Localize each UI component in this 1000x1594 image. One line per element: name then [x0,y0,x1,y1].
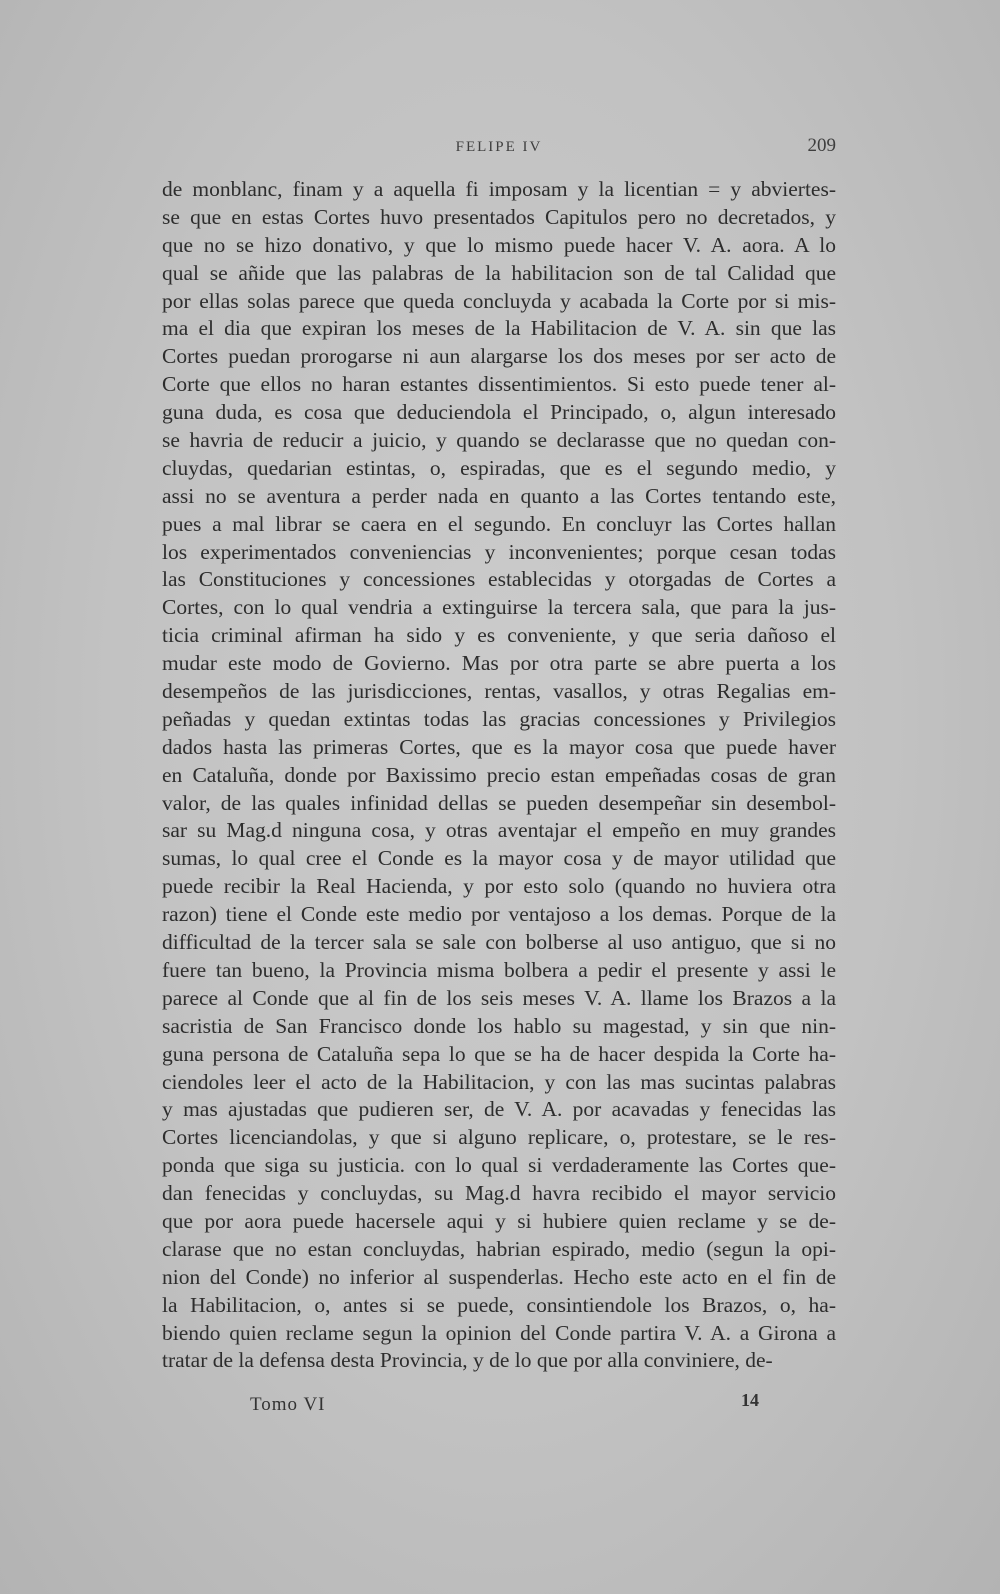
text-line: Corte que ellos no haran estantes dissentimientos. Si esto puede tener al- [162,372,836,397]
running-head: FELIPE IV [455,139,543,155]
text-line: se que en estas Cortes huvo presentados Capitulos pero no decretados, y [162,204,836,229]
text-line: ma el dia que expiran los meses de la Habilitacion de V. A. sin que las [162,316,836,341]
text-line: guna duda, es cosa que deduciendola el Principado, o, algun interesado [162,400,836,425]
text-line: fuere tan bueno, la Provincia misma bolbera a pedir el presente y assi le [162,957,836,982]
text-line: que por aora puede hacersele aqui y si hubiere quien reclame y se de- [162,1208,836,1233]
text-line: difficultad de la tercer sala se sale con bolberse al uso antiguo, que si no [162,930,836,955]
signature-mark: 14 [741,1390,759,1410]
text-line: Cortes licenciandolas, y que si alguno replicare, o, protestare, se le res- [162,1125,836,1150]
page-header [162,133,836,161]
text-line: las Constituciones y concessiones establecidas y otorgadas de Cortes a [162,567,836,592]
text-line: los experimentados conveniencias y inconvenientes; porque cesan todas [162,539,836,564]
text-line: dados hasta las primeras Cortes, que es la mayor cosa que puede haver [162,734,836,759]
text-line: biendo quien reclame segun la opinion del Conde partira V. A. a Girona a [162,1320,836,1345]
text-line: parece al Conde que al fin de los seis meses V. A. llame los Brazos a la [162,985,836,1010]
text-line: valor, de las quales infinidad dellas se pueden desempeñar sin desembol- [162,790,836,815]
text-line: nion del Conde) no inferior al suspenderlas. Hecho este acto en el fin de [162,1264,836,1289]
text-line: desempeños de las jurisdicciones, rentas, vasallos, y otras Regalias em- [162,679,836,704]
text-line: que no se hizo donativo, y que lo mismo puede hacer V. A. aora. A lo [162,232,836,257]
text-line: Cortes, con lo qual vendria a extinguirse la tercera sala, que para la jus- [162,595,836,620]
page-number: 209 [807,135,836,156]
body-text [162,176,836,1375]
text-line: tratar de la defensa desta Provincia, y de lo que por alla conviniere, de- [162,1348,773,1373]
text-line: puede recibir la Real Hacienda, y por esto solo (quando no huviera otra [162,874,836,899]
page-footer [250,1390,770,1422]
text-line: guna persona de Cataluña sepa lo que se ha de hacer despida la Corte ha- [162,1041,836,1066]
text-line: ciendoles leer el acto de la Habilitacion, y con las mas sucintas palabras [162,1069,836,1094]
text-line: sumas, lo qual cree el Conde es la mayor cosa y de mayor utilidad que [162,846,836,871]
text-line: la Habilitacion, o, antes si se puede, consintiendole los Brazos, o, ha- [162,1292,836,1317]
text-line: por ellas solas parece que queda concluyda y acabada la Corte por si mis- [162,288,836,313]
text-line: razon) tiene el Conde este medio por ventajoso a los demas. Porque de la [162,902,836,927]
text-line: ticia criminal afirman ha sido y es conveniente, y que seria dañoso el [162,623,836,648]
text-line: ponda que siga su justicia. con lo qual si verdaderamente las Cortes que- [162,1153,836,1178]
text-line: clarase que no estan concluydas, habrian espirado, medio (segun la opi- [162,1236,836,1261]
text-line: de monblanc, finam y a aquella fi imposam y la licentian = y abviertes- [162,177,836,201]
text-line: sar su Mag.d ninguna cosa, y otras aventajar el empeño en muy grandes [162,818,836,843]
text-line: cluydas, quedarian estintas, o, espiradas, que es el segundo medio, y [162,455,836,480]
text-line: Cortes puedan prorogarse ni aun alargarse los dos meses por ser acto de [162,344,836,369]
text-line: qual se añide que las palabras de la habilitacion son de tal Calidad que [162,260,836,285]
text-line: mudar este modo de Govierno. Mas por otra parte se abre puerta a los [162,651,836,676]
text-line: en Cataluña, donde por Baxissimo precio estan empeñadas cosas de gran [162,762,836,787]
text-line: y mas ajustadas que pudieren ser, de V. A. por acavadas y fenecidas las [162,1097,836,1122]
text-line: sacristia de San Francisco donde los hablo su magestad, y sin que nin- [162,1013,836,1038]
text-line: pues a mal librar se caera en el segundo. En concluyr las Cortes hallan [162,511,836,536]
volume-label: Tomo VI [250,1394,326,1415]
text-line: assi no se aventura a perder nada en quanto a las Cortes tentando este, [162,483,836,508]
text-line: dan fenecidas y concluydas, su Mag.d havra recibido el mayor servicio [162,1181,836,1206]
text-line: peñadas y quedan extintas todas las gracias concessiones y Privilegios [162,706,836,731]
text-line: se havria de reducir a juicio, y quando se declarasse que no quedan con- [162,428,836,453]
